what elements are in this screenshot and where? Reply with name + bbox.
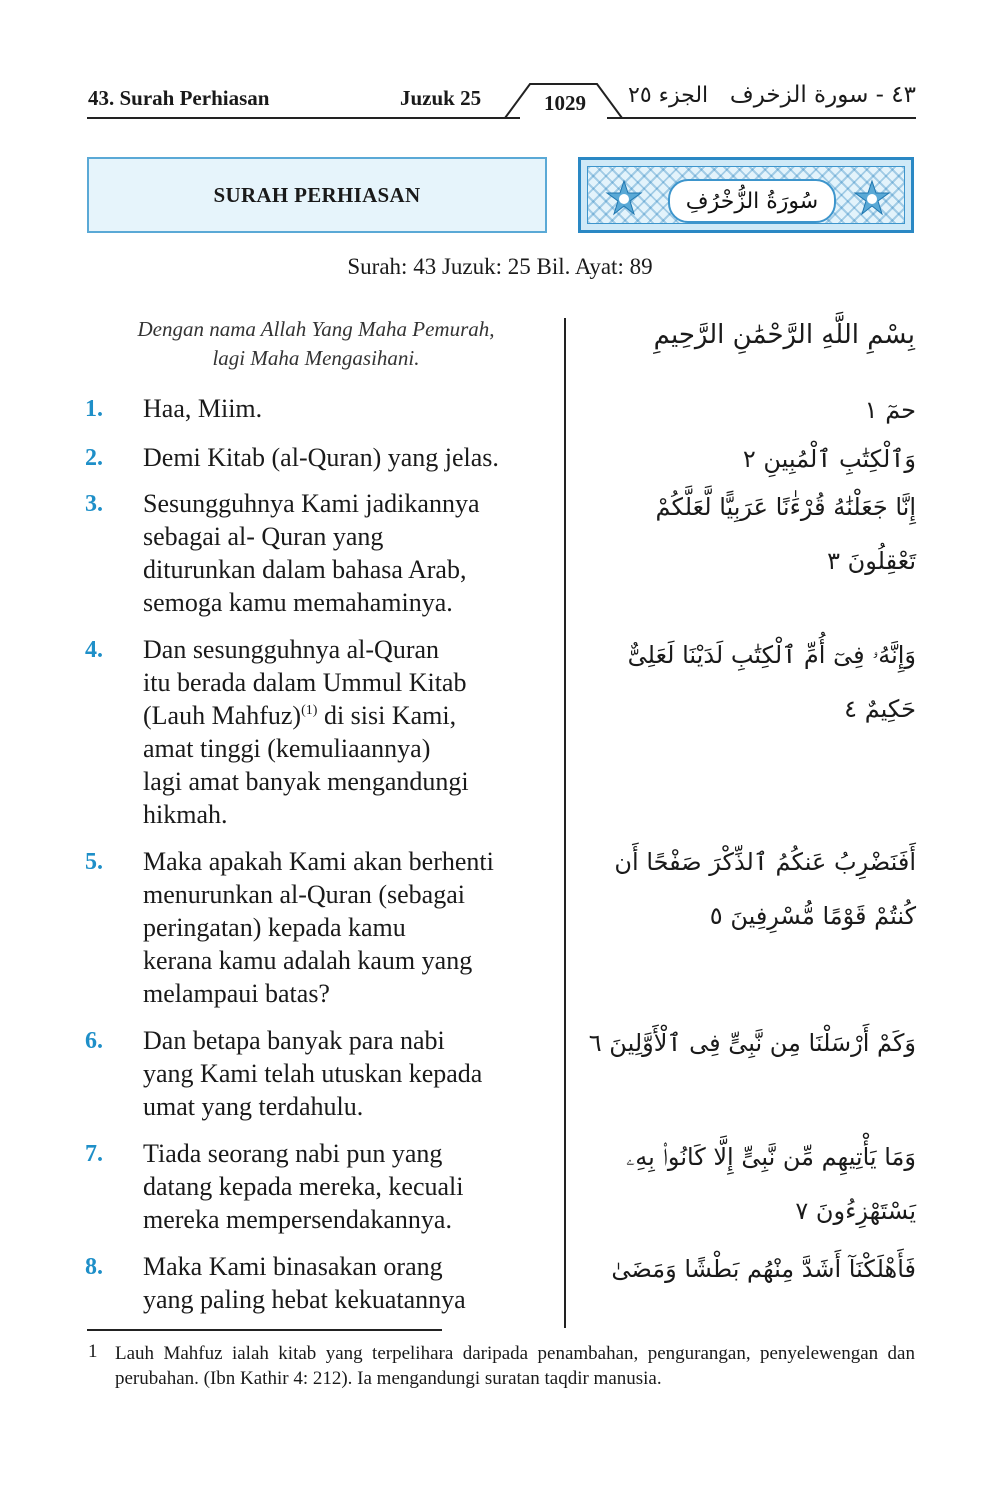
ornament-pattern: [587, 166, 905, 224]
arabic-line: حَكِيمٌ ٤: [844, 695, 916, 723]
verse-line: Dan sesungguhnya al-Quran: [143, 635, 440, 664]
surah-meta: Surah: 43 Juzuk: 25 Bil. Ayat: 89: [347, 254, 653, 279]
verse-line: Maka apakah Kami akan berhenti: [143, 847, 494, 876]
verse-line: melampaui batas?: [143, 979, 330, 1008]
verse-arabic: [580, 432, 916, 486]
verse-text: [143, 1024, 558, 1123]
verse-line: Maka Kami binasakan orang: [143, 1252, 443, 1281]
header-juz-label: Juzuk 25: [400, 86, 482, 110]
footnote-ref[interactable]: (1): [301, 703, 318, 718]
verse-number: 8.: [85, 1254, 103, 1280]
verse-text: [143, 441, 558, 474]
verse-line: lagi amat banyak mengandungi: [143, 767, 469, 796]
verse-arabic: [580, 1242, 916, 1296]
verse-line: menurunkan al-Quran (sebagai: [143, 880, 465, 909]
footnote-text: Lauh Mahfuz ialah kitab yang terpelihara daripada penambahan, pengurangan, penyelewengan dan perubahan. (Ibn Kathir 4: 212). Ia mengandungi suratan taqdir manusia.: [115, 1343, 915, 1389]
verse-number: 1.: [85, 396, 103, 422]
header-surah-label: 43. Surah Perhiasan: [88, 86, 270, 110]
arabic-line: حمٓ ١: [864, 396, 916, 424]
verse-number: 5.: [85, 849, 103, 875]
verse-line: Dan betapa banyak para nabi: [143, 1026, 445, 1055]
verse-line-part: (Lauh Mahfuz): [143, 701, 302, 730]
header-rule: [0, 0, 1000, 130]
verse-line: mereka mempersendakannya.: [143, 1205, 452, 1234]
verse-line: itu berada dalam Ummul Kitab: [143, 668, 467, 697]
surah-title-box: [87, 157, 547, 233]
bismillah-arabic: بِسْمِ اللَّهِ الرَّحْمَٰنِ الرَّحِيمِ: [653, 320, 915, 350]
verse-line: Tiada seorang nabi pun yang: [143, 1139, 443, 1168]
arabic-line: يَسْتَهْزِءُونَ ٧: [795, 1197, 916, 1225]
surah-arabic-name: سُورَةُ الزُّخْرُفِ: [668, 179, 836, 223]
verse-number: 7.: [85, 1141, 103, 1167]
verse-line: Demi Kitab (al-Quran) yang jelas.: [143, 443, 499, 472]
bismillah-translation: [90, 315, 542, 373]
arabic-line: وَكَمْ أَرْسَلْنَا مِن نَّبِىٍّ فِى ٱلْأَوَّلِينَ ٦: [588, 1029, 916, 1057]
footnote-number: 1: [88, 1341, 98, 1362]
arabic-line: وَمَا يَأْتِيهِم مِّن نَّبِىٍّ إِلَّا كَانُوا۟ بِهِۦ: [626, 1143, 916, 1171]
arabic-line: وَإِنَّهُۥ فِىٓ أُمِّ ٱلْكِتَٰبِ لَدَيْنَا لَعَلِىٌّ: [627, 641, 916, 669]
footnote-rule: [87, 1329, 442, 1331]
verse-line: kerana kamu adalah kaum yang: [143, 946, 473, 975]
header-juz-arabic: الجزء ٢٥: [628, 83, 709, 108]
verse-text: [143, 392, 558, 425]
bismillah-line: lagi Maha Mengasihani.: [212, 346, 420, 370]
verse-line: yang Kami telah utuskan kepada: [143, 1059, 483, 1088]
verse-text: [143, 1137, 558, 1236]
verse-line: Haa, Miim.: [143, 394, 263, 423]
surah-title: SURAH PERHIASAN: [213, 182, 421, 207]
header-surah-arabic: ٤٣ - سورة الزخرف: [729, 82, 916, 108]
verse-line: umat yang terdahulu.: [143, 1092, 364, 1121]
ornament-star-icon: [852, 179, 892, 219]
verse-number: 6.: [85, 1028, 103, 1054]
verse-line-part: di sisi Kami,: [317, 701, 457, 730]
verse-line: diturunkan dalam bahasa Arab,: [143, 555, 467, 584]
verse-line: [143, 699, 558, 732]
verse-text: [143, 1250, 558, 1316]
arabic-line: أَفَنَضْرِبُ عَنكُمُ ٱلذِّكْرَ صَفْحًا أَن: [614, 848, 916, 876]
ornament-star-icon: [604, 179, 644, 219]
bismillah-line: Dengan nama Allah Yang Maha Pemurah,: [137, 317, 495, 341]
arabic-line: تَعْقِلُونَ ٣: [827, 547, 916, 575]
verse-line: peringatan) kepada kamu: [143, 913, 406, 942]
ornament-banner: [578, 157, 914, 233]
verse-arabic: [580, 1130, 916, 1238]
arabic-line: وَٱلْكِتَٰبِ ٱلْمُبِينِ ٢: [742, 445, 916, 473]
verse-line: Sesungguhnya Kami jadikannya: [143, 489, 480, 518]
verse-text: [143, 487, 558, 619]
verse-arabic: [580, 835, 916, 943]
verse-arabic: [580, 383, 916, 437]
verse-arabic: [580, 1016, 916, 1070]
arabic-line: إِنَّا جَعَلْنَٰهُ قُرْءَٰنًا عَرَبِيًّا لَّعَلَّكُمْ: [655, 493, 916, 521]
verse-line: sebagai al- Quran yang: [143, 522, 384, 551]
verse-number: 2.: [85, 445, 103, 471]
arabic-line: فَأَهْلَكْنَآ أَشَدَّ مِنْهُم بَطْشًا وَمَضَىٰ: [611, 1255, 916, 1283]
page-number: 1029: [544, 91, 586, 115]
verse-number: 4.: [85, 637, 103, 663]
column-divider: [564, 318, 566, 1328]
verse-text: [143, 633, 558, 831]
verse-line: yang paling hebat kekuatannya: [143, 1285, 466, 1314]
verse-arabic: [580, 480, 916, 588]
arabic-line: كُنتُمْ قَوْمًا مُّسْرِفِينَ ٥: [709, 902, 916, 930]
verse-number: 3.: [85, 491, 103, 517]
verse-line: amat tinggi (kemuliaannya): [143, 734, 431, 763]
verse-line: hikmah.: [143, 800, 228, 829]
verse-line: semoga kamu memahaminya.: [143, 588, 453, 617]
verse-text: [143, 845, 558, 1010]
verse-arabic: [580, 628, 916, 736]
verse-line: datang kepada mereka, kecuali: [143, 1172, 464, 1201]
